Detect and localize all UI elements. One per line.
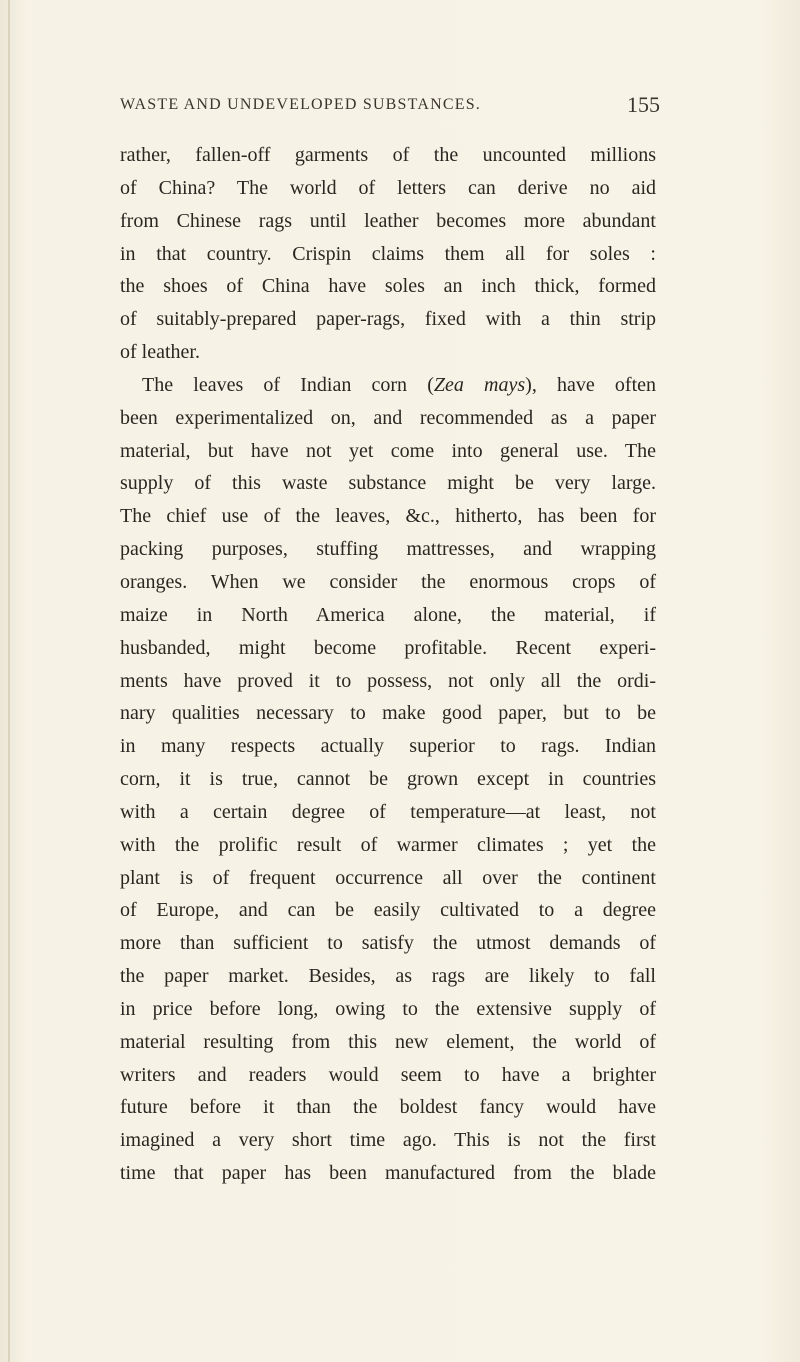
text-line: rather, fallen-off garments of the uncounted millions xyxy=(120,144,656,166)
text-line: supply of this waste substance might be very large. xyxy=(120,472,656,495)
text-line: ments have proved it to possess, not only all the ordi- xyxy=(120,669,656,692)
body-text xyxy=(120,139,656,1190)
text-line: of leather. xyxy=(120,341,200,364)
text-line: packing purposes, stuffing mattresses, and wrapping xyxy=(120,538,656,561)
text-line: the shoes of China have soles an inch thick, formed xyxy=(120,275,656,298)
text-line: been experimentalized on, and recommended as a paper xyxy=(120,406,656,429)
text-line: with the prolific result of warmer climates ; yet the xyxy=(120,833,656,856)
page-number: 155 xyxy=(627,92,660,117)
running-head: WASTE AND UNDEVELOPED SUBSTANCES. xyxy=(120,96,481,113)
text-line: of Europe, and can be easily cultivated to a degree xyxy=(120,899,656,922)
text-line: The chief use of the leaves, &c., hitherto, has been for xyxy=(120,505,656,528)
text-fragment: The leaves of Indian corn ( xyxy=(142,373,434,396)
text-line: oranges. When we consider the enormous crops of xyxy=(120,570,656,593)
text-fragment: ), have often xyxy=(525,373,657,396)
text-line: more than sufficient to satisfy the utmost demands of xyxy=(120,932,656,955)
binding-gutter xyxy=(8,0,10,1362)
page-header xyxy=(120,92,660,118)
text-line: of suitably-prepared paper-rags, fixed with a thin strip xyxy=(120,308,656,331)
text-line: time that paper has been manufactured from the blade xyxy=(120,1162,656,1185)
text-line: maize in North America alone, the material, if xyxy=(120,603,656,626)
text-line: husbanded, might become profitable. Recent experi- xyxy=(120,636,656,659)
text-line: imagined a very short time ago. This is not the first xyxy=(120,1129,656,1152)
text-line: plant is of frequent occurrence all over the continent xyxy=(120,866,656,889)
text-line: writers and readers would seem to have a brighter xyxy=(120,1063,656,1086)
text-line: the paper market. Besides, as rags are likely to fall xyxy=(120,965,656,988)
text-line: in that country. Crispin claims them all for soles : xyxy=(120,242,656,265)
text-line: material, but have not yet come into general use. The xyxy=(120,439,656,462)
text-line: in price before long, owing to the extensive supply of xyxy=(120,997,656,1020)
text-line: corn, it is true, cannot be grown except in countries xyxy=(120,768,656,791)
text-line: from Chinese rags until leather becomes more abundant xyxy=(120,209,656,232)
text-line: of China? The world of letters can derive no aid xyxy=(120,176,656,199)
text-line: nary qualities necessary to make good paper, but to be xyxy=(120,702,656,725)
text-line: material resulting from this new element, the world of xyxy=(120,1030,656,1053)
text-line: future before it than the boldest fancy would have xyxy=(120,1096,656,1119)
paragraph-start-line xyxy=(120,369,656,402)
italic-species-name: Zea mays xyxy=(433,373,526,396)
text-line: in many respects actually superior to rags. Indian xyxy=(120,735,656,758)
text-line: with a certain degree of temperature—at least, not xyxy=(120,800,656,823)
